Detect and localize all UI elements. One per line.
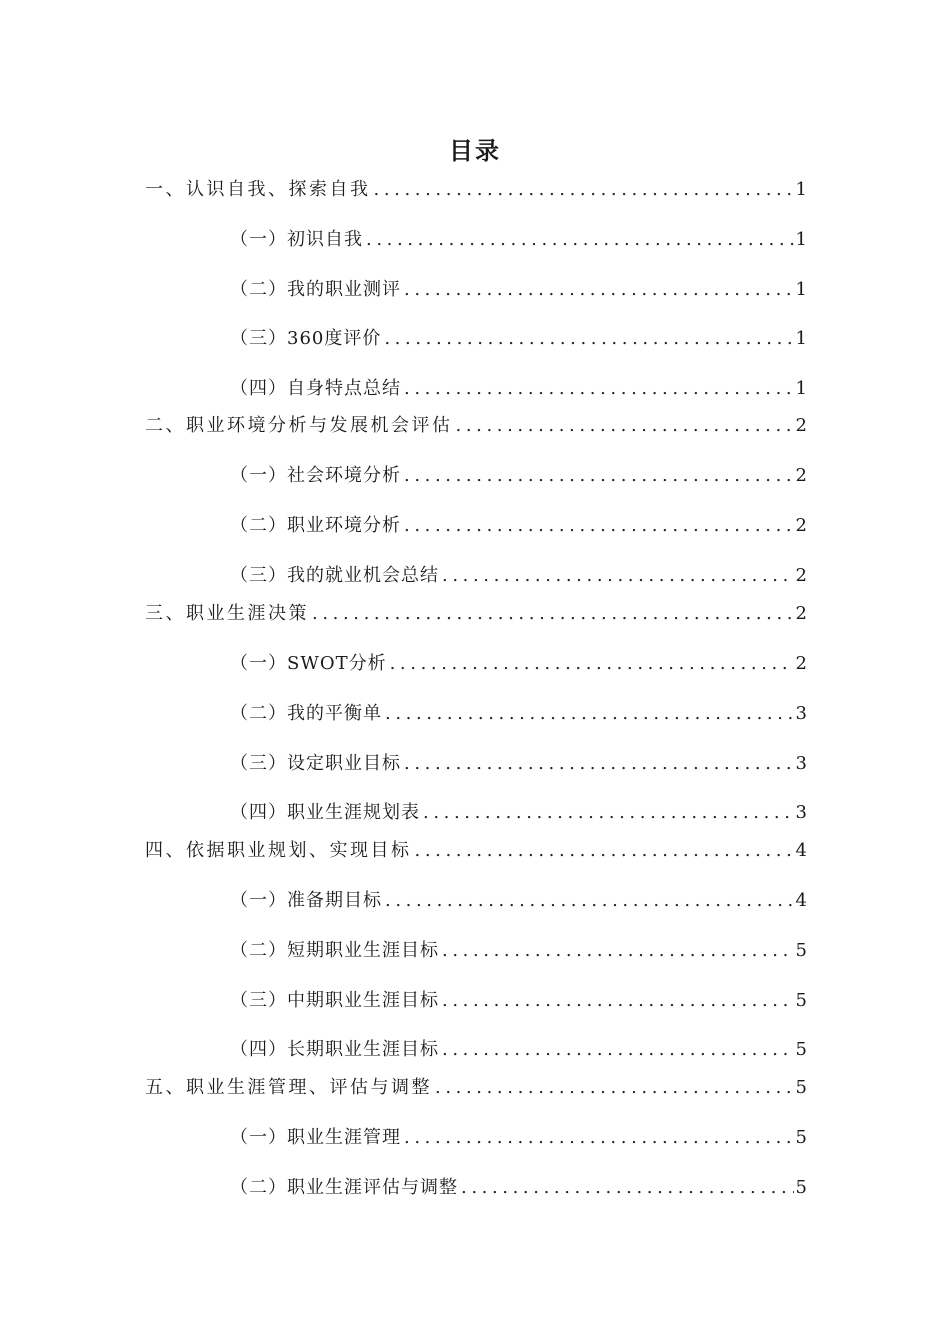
dot-leader <box>404 276 794 304</box>
toc-page-number: 2 <box>795 565 807 586</box>
toc-entry-label: （四）职业生涯规划表 <box>230 802 420 823</box>
toc-entry-section-4[interactable] <box>145 837 807 865</box>
toc-page-number: 3 <box>795 802 807 823</box>
dot-leader <box>415 837 794 865</box>
dot-leader <box>404 512 794 540</box>
toc-entry-label: （三）我的就业机会总结 <box>230 565 439 586</box>
toc-entry-subsection[interactable] <box>230 987 807 1015</box>
toc-entry-subsection[interactable] <box>230 887 807 915</box>
toc-entry-subsection[interactable] <box>230 375 807 403</box>
toc-entry-section-1[interactable] <box>145 176 807 204</box>
toc-entry-subsection[interactable] <box>230 1174 807 1202</box>
toc-page-number: 2 <box>795 465 807 486</box>
toc-entry-section-3[interactable] <box>145 600 807 628</box>
toc-entry-subsection[interactable] <box>230 276 807 304</box>
dot-leader <box>312 600 794 628</box>
toc-page-number: 1 <box>795 229 807 250</box>
dot-leader <box>435 1074 794 1102</box>
toc-entry-section-2[interactable] <box>145 412 807 440</box>
dot-leader <box>404 1124 794 1152</box>
toc-entry-subsection[interactable] <box>230 750 807 778</box>
toc-entry-label: 三、职业生涯决策 <box>145 603 309 624</box>
toc-entry-subsection[interactable] <box>230 700 807 728</box>
toc-entry-section-5[interactable] <box>145 1074 807 1102</box>
toc-entry-label: （三）中期职业生涯目标 <box>230 990 439 1011</box>
toc-page-number: 2 <box>795 653 807 674</box>
dot-leader <box>461 1174 794 1202</box>
toc-page-number: 2 <box>795 603 807 624</box>
toc-page-number: 2 <box>795 415 807 436</box>
toc-entry-label: （一）SWOT分析 <box>230 653 387 674</box>
toc-entry-subsection[interactable] <box>230 462 807 490</box>
toc-entry-label: （二）我的平衡单 <box>230 703 382 724</box>
toc-entry-subsection[interactable] <box>230 1124 807 1152</box>
toc-entry-label: （三）360度评价 <box>230 328 382 349</box>
toc-page-number: 1 <box>795 279 807 300</box>
dot-leader <box>374 176 794 204</box>
dot-leader <box>384 325 793 353</box>
toc-page-number: 4 <box>795 890 807 911</box>
dot-leader <box>404 750 794 778</box>
dot-leader <box>404 462 794 490</box>
toc-page-number: 1 <box>795 378 807 399</box>
toc-entry-label: 二、职业环境分析与发展机会评估 <box>145 415 453 436</box>
toc-page-number: 5 <box>795 1127 807 1148</box>
toc-entry-subsection[interactable] <box>230 512 807 540</box>
dot-leader <box>390 650 794 678</box>
dot-leader <box>442 1036 794 1064</box>
dot-leader <box>442 937 794 965</box>
dot-leader <box>423 799 794 827</box>
toc-entry-subsection[interactable] <box>230 1036 807 1064</box>
toc-page-number: 1 <box>795 179 807 200</box>
toc-entry-label: 五、职业生涯管理、评估与调整 <box>145 1077 432 1098</box>
toc-entry-label: （四）自身特点总结 <box>230 378 401 399</box>
toc-entry-label: （二）职业生涯评估与调整 <box>230 1177 458 1198</box>
page-title: 目录 <box>449 136 501 165</box>
dot-leader <box>385 887 794 915</box>
dot-leader <box>442 987 794 1015</box>
toc-entry-label: （四）长期职业生涯目标 <box>230 1039 439 1060</box>
toc-page-number: 3 <box>795 753 807 774</box>
toc-entry-subsection[interactable] <box>230 937 807 965</box>
toc-page-number: 5 <box>795 990 807 1011</box>
toc-entry-label: （二）短期职业生涯目标 <box>230 940 439 961</box>
toc-page-number: 5 <box>795 1077 807 1098</box>
toc-entry-subsection[interactable] <box>230 650 807 678</box>
toc-entry-label: （一）社会环境分析 <box>230 465 401 486</box>
toc-entry-label: （三）设定职业目标 <box>230 753 401 774</box>
toc-entry-label: （二）职业环境分析 <box>230 515 401 536</box>
toc-entry-label: （二）我的职业测评 <box>230 279 401 300</box>
toc-page-number: 4 <box>795 840 807 861</box>
toc-page-number: 3 <box>795 703 807 724</box>
dot-leader <box>456 412 794 440</box>
dot-leader <box>404 375 794 403</box>
toc-entry-subsection[interactable] <box>230 325 807 353</box>
toc-entry-label: 四、依据职业规划、实现目标 <box>145 840 412 861</box>
toc-page-number: 5 <box>795 1039 807 1060</box>
toc-page-number: 1 <box>795 328 807 349</box>
toc-entry-subsection[interactable] <box>230 562 807 590</box>
toc-entry-subsection[interactable] <box>230 799 807 827</box>
toc-page-number: 5 <box>795 940 807 961</box>
toc-entry-subsection[interactable] <box>230 226 807 254</box>
dot-leader <box>442 562 794 590</box>
toc-entry-label: （一）初识自我 <box>230 229 363 250</box>
toc-entry-label: 一、认识自我、探索自我 <box>145 179 371 200</box>
toc-page-number: 2 <box>795 515 807 536</box>
toc-entry-label: （一）职业生涯管理 <box>230 1127 401 1148</box>
toc-entry-label: （一）准备期目标 <box>230 890 382 911</box>
dot-leader <box>385 700 794 728</box>
toc-page-number: 5 <box>795 1177 807 1198</box>
dot-leader <box>366 226 794 254</box>
